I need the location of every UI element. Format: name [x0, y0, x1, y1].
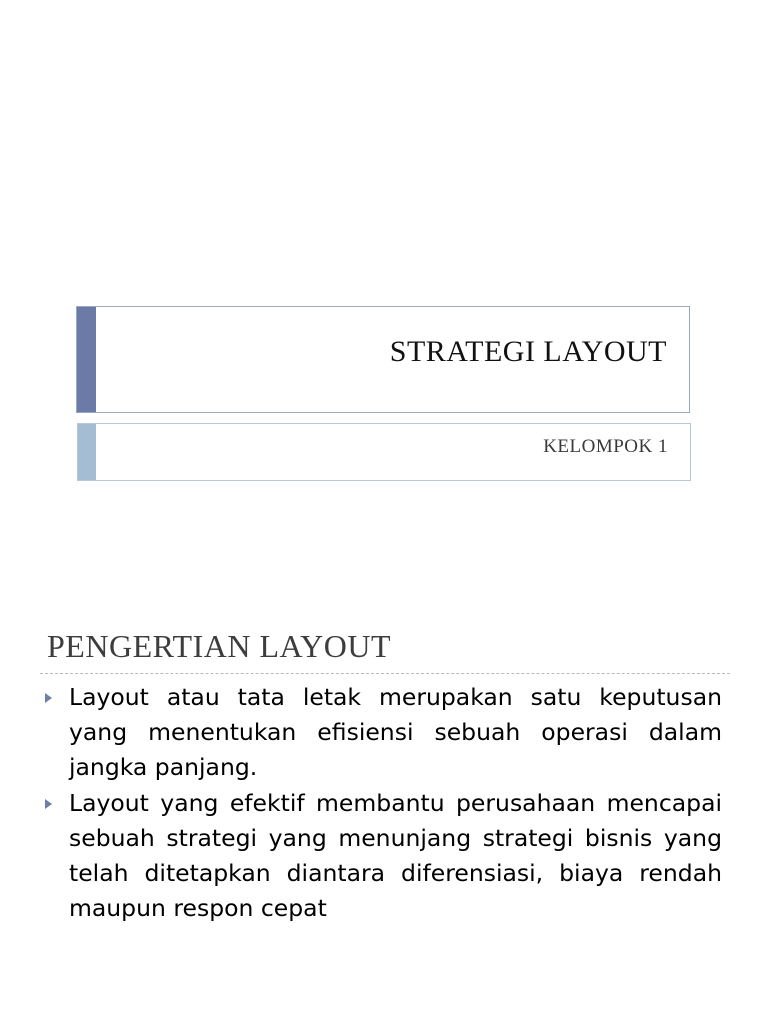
section-heading: PENGERTIAN LAYOUT	[47, 628, 392, 664]
heading-divider	[40, 673, 730, 674]
subtitle-box	[77, 423, 691, 481]
triangle-right-icon	[45, 799, 52, 809]
slide-subtitle: KELOMPOK 1	[543, 436, 668, 457]
bullet-text: Layout atau tata letak merupakan satu keputusan yang menentukan efisiensi sebuah operasi dalam jangka panjang.	[69, 683, 722, 781]
bullet-item	[45, 680, 722, 785]
bullet-list	[45, 680, 722, 927]
bullet-item	[45, 786, 722, 926]
bullet-text: Layout yang efektif membantu perusahaan mencapai sebuah strategi yang menunjang strategi bisnis yang telah ditetapkan diantara diferensiasi, biaya rendah maupun respon cepat	[69, 789, 722, 922]
triangle-right-icon	[45, 693, 52, 703]
subtitle-accent-bar	[78, 424, 96, 480]
title-box	[76, 306, 690, 413]
title-accent-bar	[77, 307, 96, 412]
slide-title: STRATEGI LAYOUT	[389, 335, 667, 368]
